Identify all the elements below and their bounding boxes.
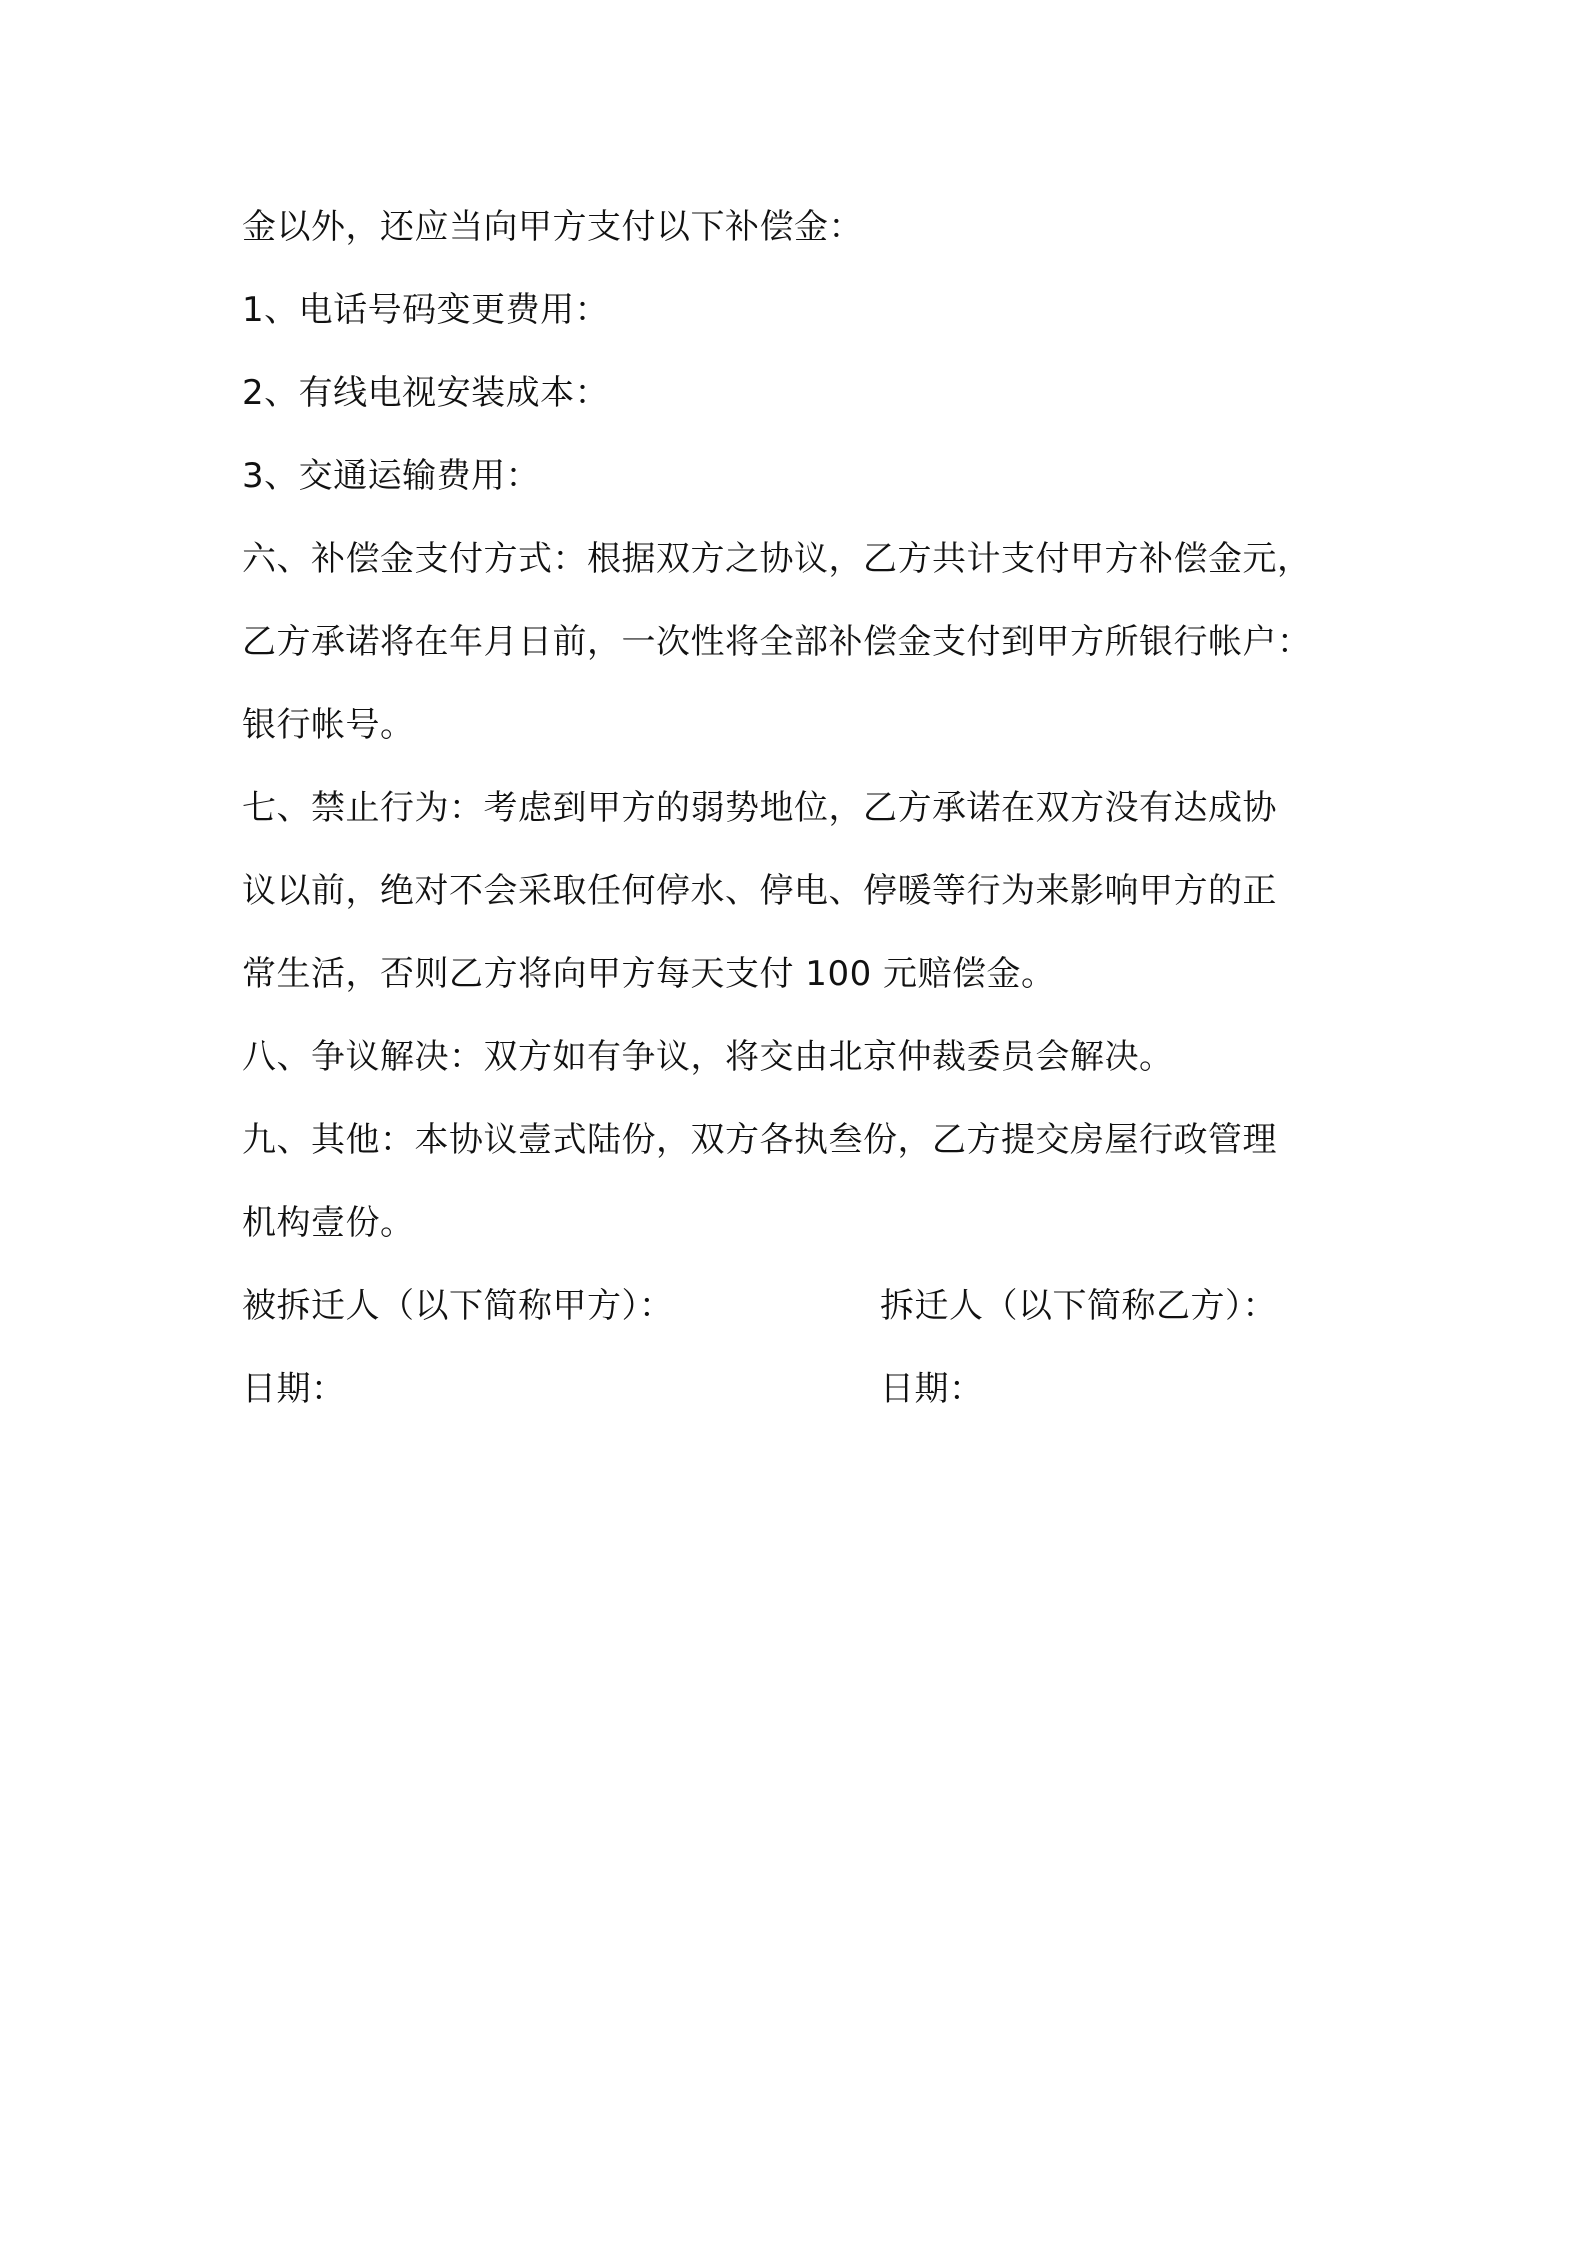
paragraph-line: 2、有线电视安装成本： [242,373,610,413]
paragraph-line: 六、补偿金支付方式：根据双方之协议，乙方共计支付甲方补偿金元， [242,539,1312,579]
paragraph-line: 3、交通运输费用： [242,456,541,496]
party-b-signature-label: 拆迁人（以下简称乙方）： [880,1286,1277,1326]
paragraph-line: 1、电话号码变更费用： [242,290,610,330]
party-a-signature-label: 被拆迁人（以下简称甲方）： [242,1286,674,1326]
paragraph-line: 九、其他：本协议壹式陆份，双方各执叁份，乙方提交房屋行政管理 [242,1120,1277,1160]
party-b-date-label: 日期： [880,1369,984,1409]
paragraph-line: 银行帐号。 [242,705,415,745]
paragraph-line: 议以前，绝对不会采取任何停水、停电、停暖等行为来影响甲方的正 [242,871,1277,911]
paragraph-line: 乙方承诺将在年月日前，一次性将全部补偿金支付到甲方所银行帐户： [242,622,1312,662]
paragraph-line: 常生活，否则乙方将向甲方每天支付 100 元赔偿金。 [242,954,1056,994]
paragraph-line: 八、争议解决：双方如有争议，将交由北京仲裁委员会解决。 [242,1037,1174,1077]
paragraph-line: 机构壹份。 [242,1203,415,1243]
paragraph-line: 七、禁止行为：考虑到甲方的弱势地位，乙方承诺在双方没有达成协 [242,788,1277,828]
party-a-date-label: 日期： [242,1369,346,1409]
paragraph-line: 金以外，还应当向甲方支付以下补偿金： [242,207,863,247]
